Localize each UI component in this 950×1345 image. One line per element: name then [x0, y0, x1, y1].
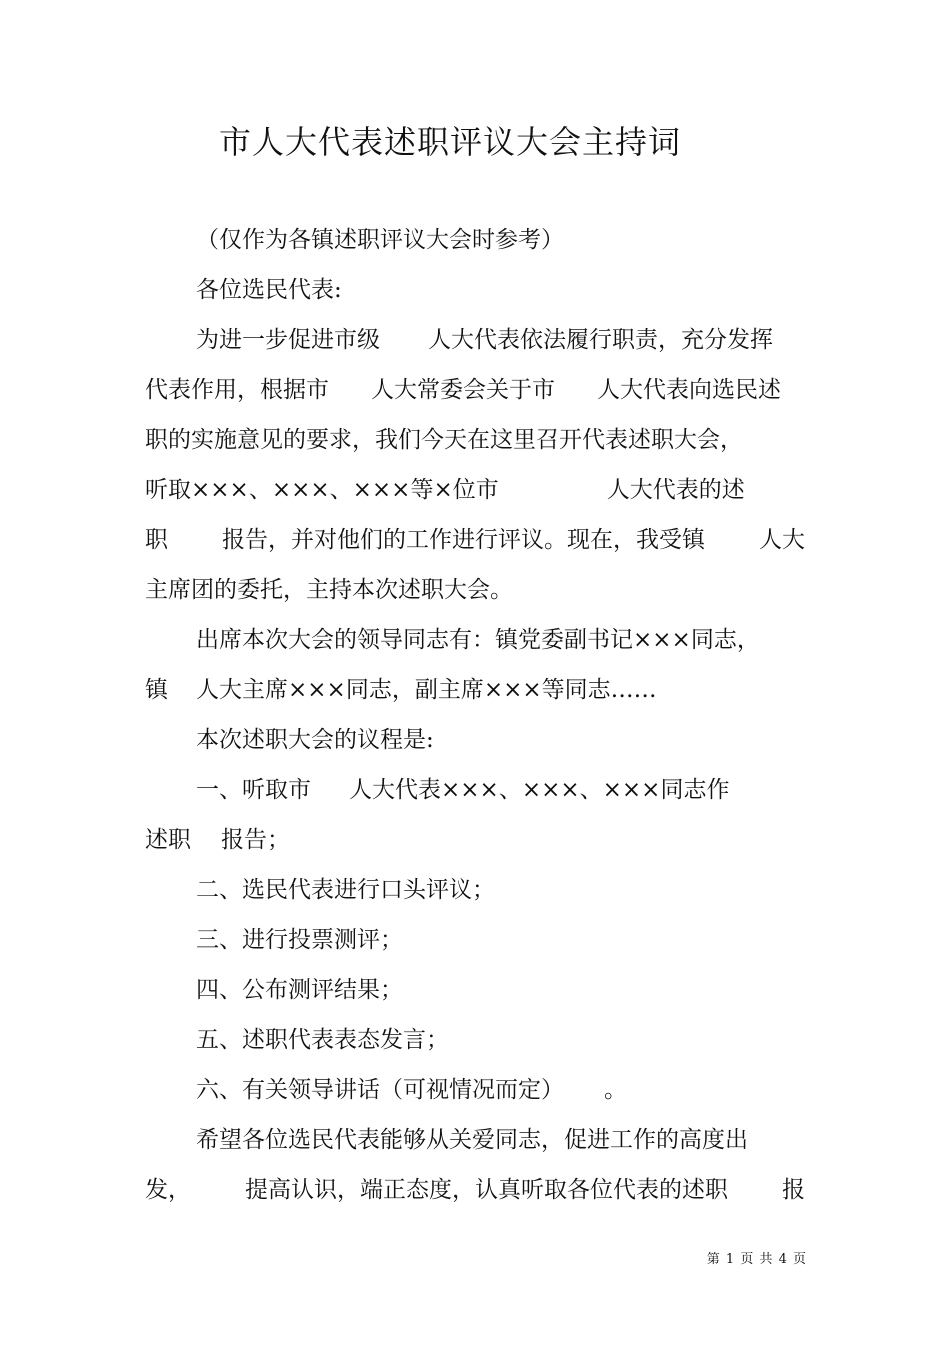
- page-number-footer: 第 1 页 共 4 页: [706, 1252, 807, 1267]
- text-piece: 。: [604, 1077, 627, 1103]
- paragraph-line: 职的实施意见的要求，我们今天在这里召开代表述职大会，: [145, 427, 743, 453]
- text-piece: 人大代表向选民述: [597, 377, 781, 403]
- text-piece: 人大主席×××同志，副主席×××等同志……: [196, 677, 657, 703]
- text-piece: 职: [145, 527, 168, 553]
- text-piece: 一、听取市: [196, 777, 311, 803]
- text-piece: 为进一步促进市级: [196, 327, 380, 353]
- paragraph-line: [145, 524, 805, 556]
- paragraph-line: 主席团的委托，主持本次述职大会。: [145, 577, 513, 603]
- text-piece: 人大代表依法履行职责，充分发挥: [428, 327, 773, 353]
- agenda-item: [196, 1074, 627, 1106]
- paragraph-line: 出席本次大会的领导同志有：镇党委副书记×××同志，: [196, 627, 760, 653]
- text-piece: 人大代表的述: [606, 477, 745, 503]
- text-piece: 发，: [145, 1177, 191, 1203]
- agenda-item: [196, 774, 729, 806]
- text-piece: 人大常委会关于市: [371, 377, 555, 403]
- text-piece: 人大: [759, 527, 805, 553]
- paragraph-line: 希望各位选民代表能够从关爱同志，促进工作的高度出: [196, 1127, 748, 1153]
- salutation-line: 各位选民代表:: [196, 277, 342, 303]
- paragraph-line: [145, 374, 781, 406]
- text-piece: 报告；: [221, 827, 290, 853]
- paragraph-line: [145, 1174, 805, 1206]
- text-piece: 报告，并对他们的工作进行评议。现在，我受镇: [222, 527, 705, 553]
- paragraph-line: [145, 674, 657, 706]
- agenda-item: 二、选民代表进行口头评议；: [196, 877, 495, 903]
- text-piece: 提高认识，端正态度，认真听取各位代表的述职: [245, 1177, 728, 1203]
- agenda-item: 四、公布测评结果；: [196, 977, 403, 1003]
- agenda-item-continued: [145, 824, 290, 856]
- text-piece: 报: [782, 1177, 805, 1203]
- note-line: （仅作为各镇述职评议大会时参考）: [196, 227, 564, 253]
- agenda-intro-line: 本次述职大会的议程是:: [196, 727, 434, 753]
- agenda-item: 五、述职代表表态发言；: [196, 1027, 449, 1053]
- document-title: 市人大代表述职评议大会主持词: [218, 123, 681, 161]
- paragraph-line: [196, 324, 773, 356]
- text-piece: 镇: [145, 677, 168, 703]
- text-piece: 听取×××、×××、×××等×位市: [145, 477, 499, 503]
- paragraph-line: [145, 474, 745, 506]
- text-piece: 代表作用，根据市: [145, 377, 329, 403]
- text-piece: 人大代表×××、×××、×××同志作: [349, 777, 730, 803]
- agenda-item: 三、进行投票测评；: [196, 927, 403, 953]
- text-piece: 述职: [145, 827, 191, 853]
- text-piece: 六、有关领导讲话（可视情况而定）: [196, 1077, 564, 1103]
